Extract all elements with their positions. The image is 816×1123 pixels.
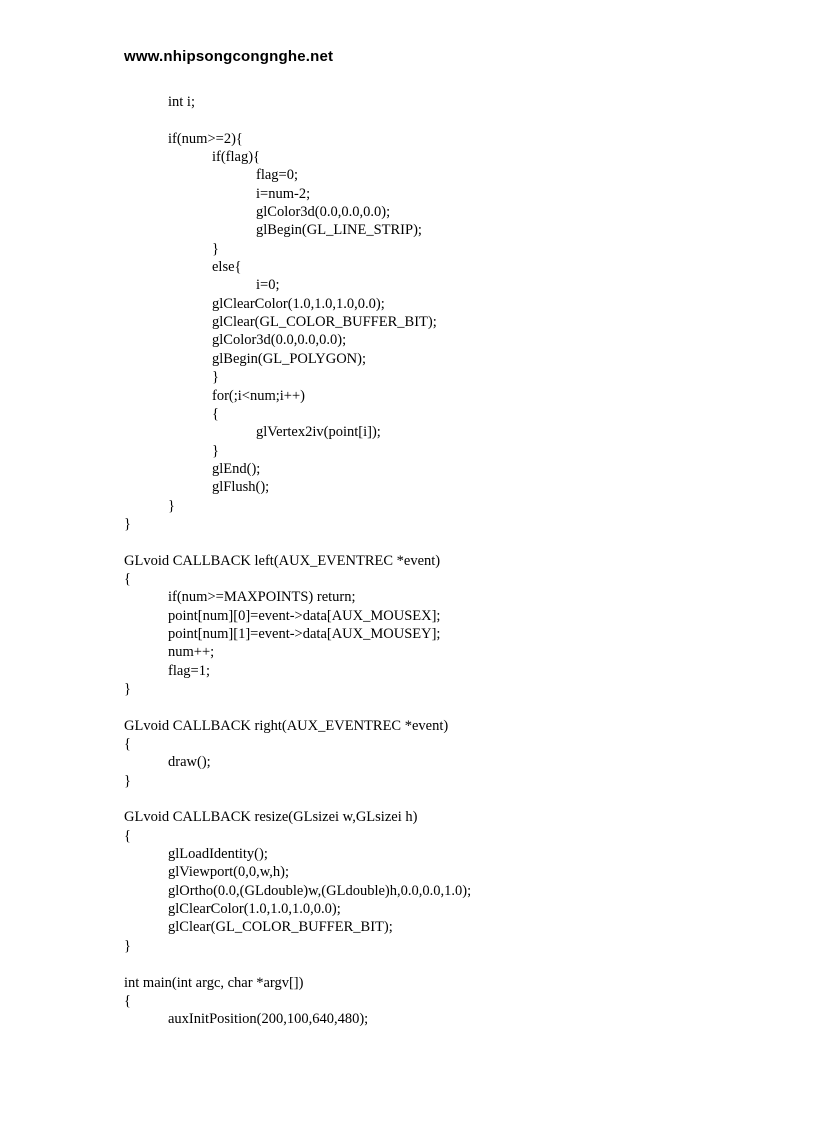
code-line: }	[212, 369, 219, 386]
code-line: {	[124, 992, 131, 1009]
code-line: glLoadIdentity();	[168, 846, 268, 863]
code-line: num++;	[168, 644, 215, 661]
blank-line	[124, 111, 471, 129]
code-listing	[124, 93, 471, 1029]
code-line: int main(int argc, char *argv[])	[124, 974, 304, 991]
code-line: glColor3d(0.0,0.0,0.0);	[256, 204, 391, 221]
code-line: for(;i<num;i++)	[212, 387, 305, 404]
code-line: if(num>=2){	[168, 130, 243, 147]
code-line: glColor3d(0.0,0.0,0.0);	[212, 332, 347, 349]
code-line: i=num-2;	[256, 185, 311, 202]
code-line: glEnd();	[212, 460, 261, 477]
code-line: }	[124, 515, 131, 532]
code-line: if(flag){	[212, 149, 261, 166]
code-line: int i;	[168, 94, 195, 110]
site-header: www.nhipsongcongnghe.net	[124, 48, 334, 65]
code-line: glFlush();	[212, 479, 270, 496]
blank-line	[124, 790, 471, 808]
blank-line	[124, 698, 471, 716]
code-line: glBegin(GL_LINE_STRIP);	[256, 222, 422, 239]
code-line: GLvoid CALLBACK left(AUX_EVENTREC *event)	[124, 552, 441, 569]
blank-line	[124, 955, 471, 973]
code-line: GLvoid CALLBACK resize(GLsizei w,GLsizei h)	[124, 809, 418, 826]
code-line: }	[124, 772, 131, 789]
code-line: glBegin(GL_POLYGON);	[212, 350, 367, 367]
code-line: GLvoid CALLBACK right(AUX_EVENTREC *event)	[124, 717, 449, 734]
code-line: auxInitPosition(200,100,640,480);	[168, 1011, 369, 1028]
code-line: point[num][1]=event->data[AUX_MOUSEY];	[168, 625, 441, 642]
code-line: glClearColor(1.0,1.0,1.0,0.0);	[212, 295, 385, 312]
code-line: }	[212, 442, 219, 459]
code-line: glClearColor(1.0,1.0,1.0,0.0);	[168, 901, 341, 918]
code-line: glViewport(0,0,w,h);	[168, 864, 290, 881]
code-line: if(num>=MAXPOINTS) return;	[168, 589, 356, 606]
code-line: }	[168, 497, 175, 514]
code-line: glOrtho(0.0,(GLdouble)w,(GLdouble)h,0.0,0.0,1.0);	[168, 882, 472, 899]
code-line: }	[212, 240, 219, 257]
code-line: else{	[212, 259, 242, 276]
code-line: glClear(GL_COLOR_BUFFER_BIT);	[168, 919, 393, 936]
code-line: flag=0;	[256, 167, 298, 184]
code-line: }	[124, 937, 131, 954]
code-line: i=0;	[256, 277, 280, 294]
code-line: glClear(GL_COLOR_BUFFER_BIT);	[212, 314, 437, 331]
code-line: }	[124, 681, 131, 697]
code-line: {	[212, 405, 219, 422]
code-line: {	[124, 827, 131, 844]
code-line: glVertex2iv(point[i]);	[256, 424, 381, 441]
code-line: point[num][0]=event->data[AUX_MOUSEX];	[168, 607, 441, 624]
code-line: {	[124, 736, 131, 753]
code-line: flag=1;	[168, 662, 210, 679]
code-line: draw();	[168, 754, 211, 771]
blank-line	[124, 533, 471, 551]
code-line: {	[124, 570, 131, 587]
